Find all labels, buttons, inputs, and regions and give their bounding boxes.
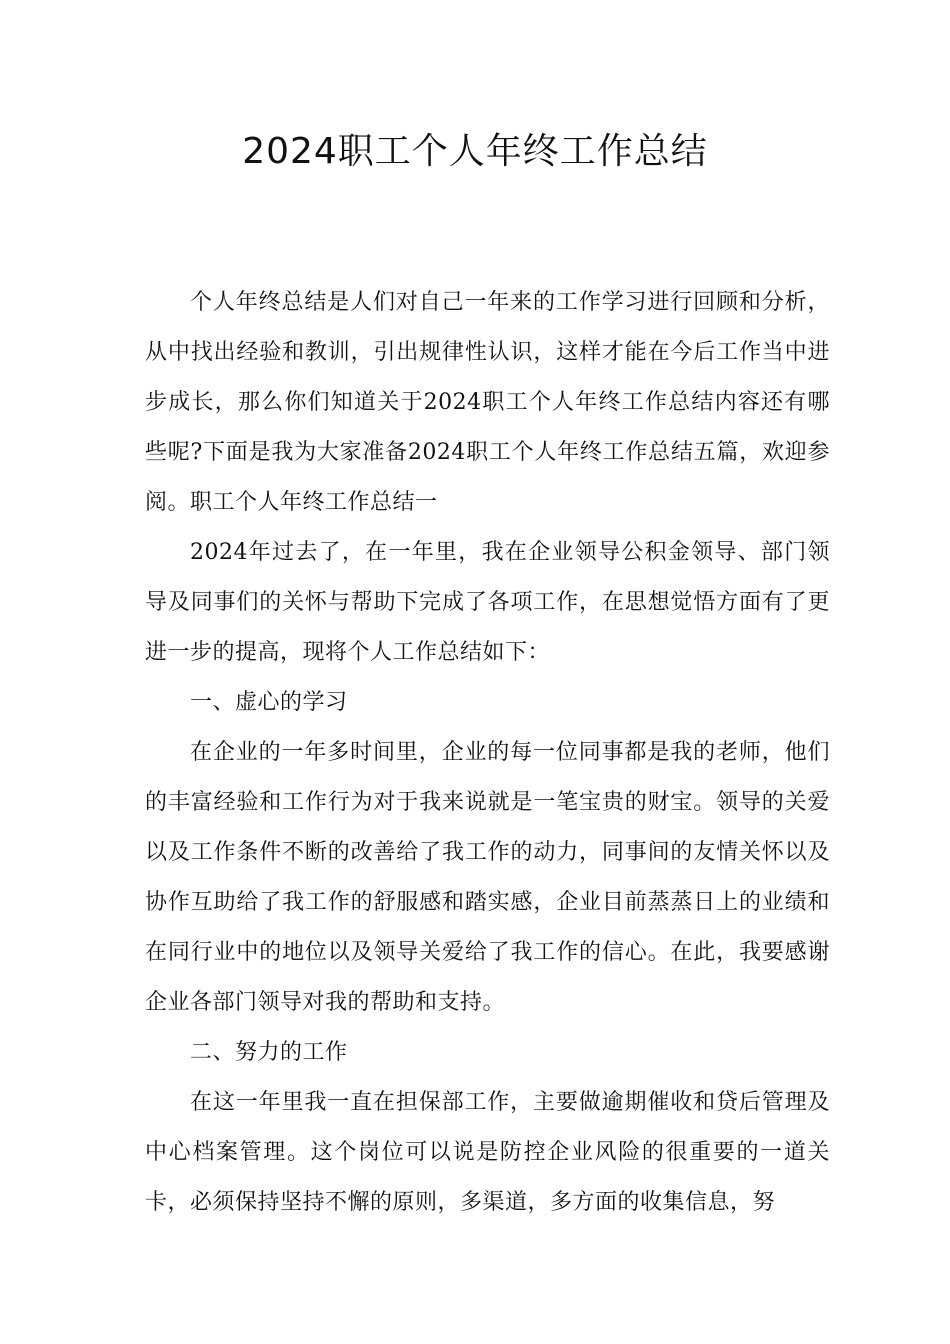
section-heading-learning: 一、虚心的学习 — [190, 690, 348, 715]
document-title: 2024职工个人年终工作总结 — [242, 131, 708, 172]
paragraph-summary-opening: 2024年过去了，在一年里，我在企业领导公积金领导、部门领导及同事们的关怀与帮助下完成了各项工作，在思想觉悟方面有了更进一步的提高，现将个人工作总结如下： — [145, 540, 830, 665]
paragraph-intro: 个人年终总结是人们对自己一年来的工作学习进行回顾和分析，从中找出经验和教训，引出规律性认识，这样才能在今后工作当中进步成长，那么你们知道关于2024职工个人年终工作总结内容还有哪些呢?下面是我为大家准备2024职工个人年终工作总结五篇，欢迎参阅。职工个人年终工作总结一 — [145, 290, 830, 515]
section-heading-work: 二、努力的工作 — [190, 1040, 348, 1065]
paragraph-learning: 在企业的一年多时间里，企业的每一位同事都是我的老师，他们的丰富经验和工作行为对于我来说就是一笔宝贵的财宝。领导的关爱以及工作条件不断的改善给了我工作的动力，同事间的友情关怀以及协作互助给了我工作的舒服感和踏实感，企业目前蒸蒸日上的业绩和在同行业中的地位以及领导关爱给了我工作的信心。在此，我要感谢企业各部门领导对我的帮助和支持。 — [145, 740, 830, 1015]
document-body — [145, 278, 830, 1228]
paragraph-work: 在这一年里我一直在担保部工作，主要做逾期催收和贷后管理及中心档案管理。这个岗位可以说是防控企业风险的很重要的一道关卡，必须保持坚持不懈的原则，多渠道，多方面的收集信息，努 — [145, 1090, 830, 1215]
